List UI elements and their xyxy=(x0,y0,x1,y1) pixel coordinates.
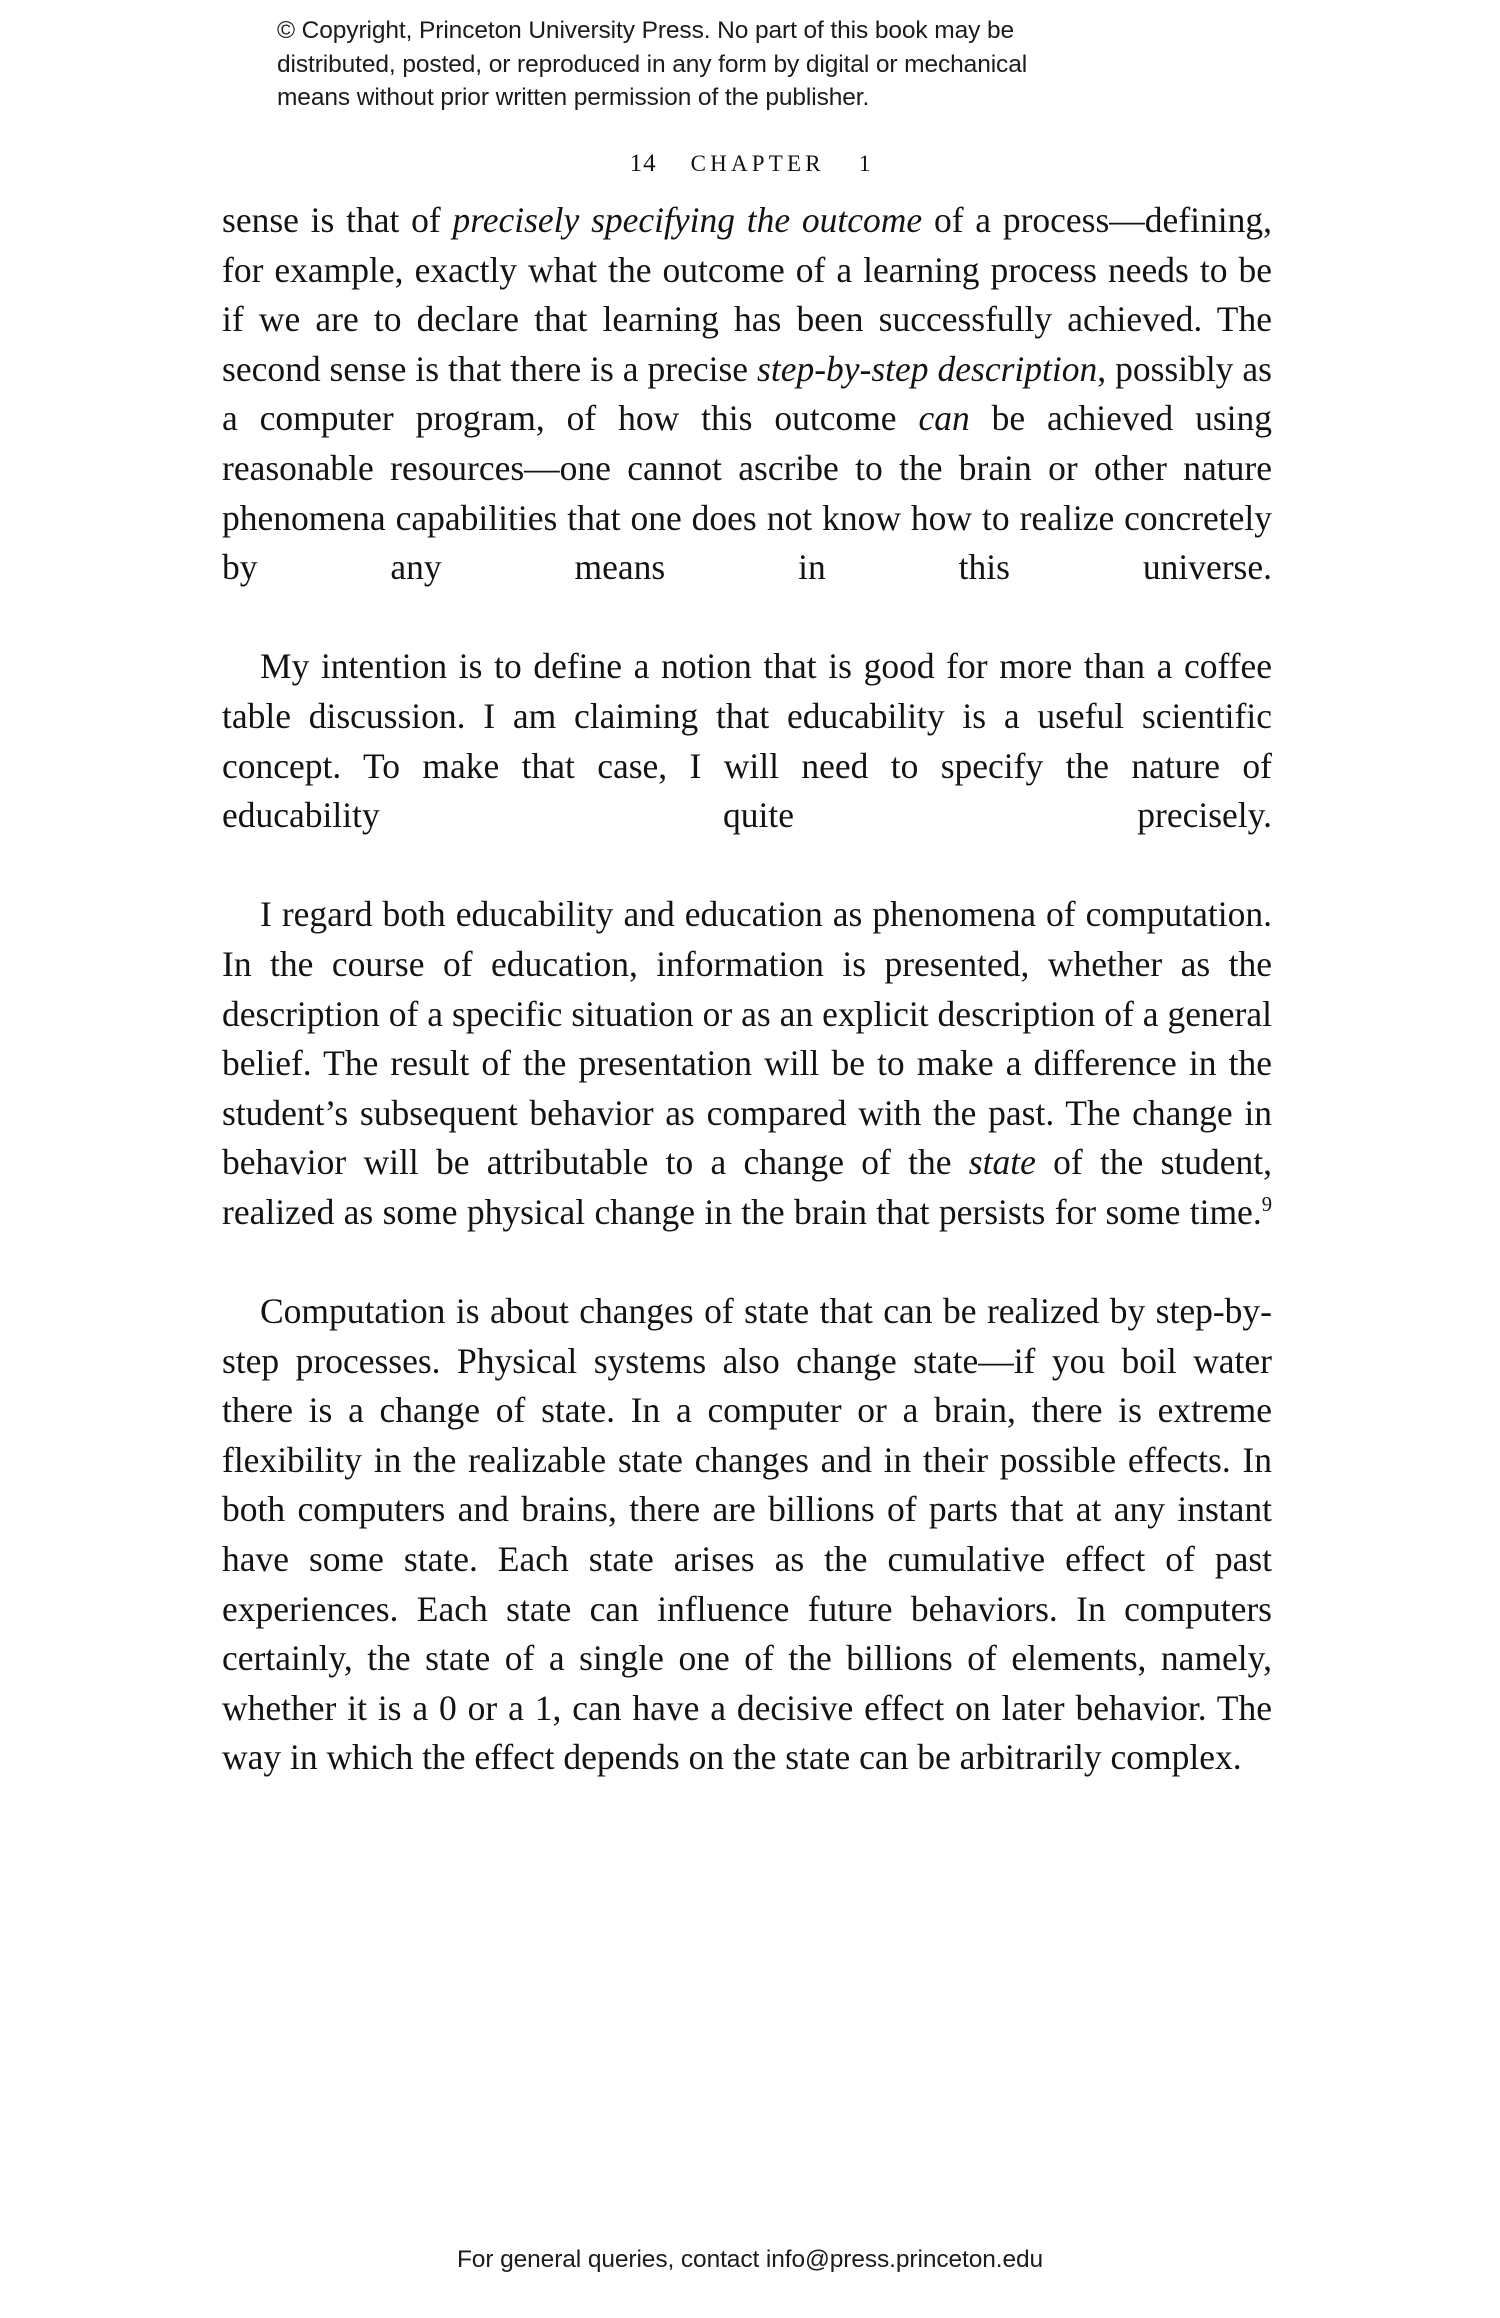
text-run: be achieved using reasonable resources—one cannot ascribe to the brain or other nature phenomena capabilities that one does not know how to realize concretely by any means in this universe. xyxy=(222,398,1272,588)
emphasis-text: can xyxy=(918,398,970,439)
running-head-title: CHAPTER xyxy=(690,151,825,176)
paragraph-my-intention xyxy=(222,642,1272,890)
footnote-reference: 9 xyxy=(1261,1194,1272,1217)
text-run: I regard both educability and education as phenomena of computation. In the course of education, information is presented, whether as the description of a specific situation or as an explicit description of a general belief. The result of the presentation will be to make a difference in the student’s subsequent behavior as compared with the past. The change in behavior will be attributable to a change of the xyxy=(222,894,1272,1183)
emphasis-text: step-by-step description xyxy=(757,348,1098,389)
emphasis-text: precisely specifying the outcome xyxy=(452,200,923,240)
running-head-chapter-number: 1 xyxy=(858,151,871,176)
page-number: 14 xyxy=(629,150,657,177)
text-run: sense is that of xyxy=(222,200,453,240)
copyright-notice xyxy=(277,14,1237,115)
text-run: , possibly as a computer program, of how this outcome xyxy=(222,348,1272,439)
text-run: Computation is about changes of state that can be realized by step-by-step processes. Physical systems also change state—if you boil water there is a change of state. In a computer or a brain, there is extreme flexibility in the realizable state changes and in their possible effects. In both computers and brains, there are billions of parts that at any instant have some state. Each state arises as the cumulative effect of past experiences. Each state can influence future behaviors. In computers certainly, the state of a single one of the billions of elements, namely, whether it is a 0 or a 1, can have a decisive effect on later behavior. The way in which the effect depends on the state can be arbitrarily complex. xyxy=(222,1291,1272,1778)
paragraph-computation xyxy=(222,1287,1272,1783)
paragraph-i-regard xyxy=(222,890,1272,1287)
copyright-notice-line: © Copyright, Princeton University Press. No part of this book may be xyxy=(277,17,1015,44)
emphasis-text: state xyxy=(968,1142,1036,1183)
copyright-notice-line: means without prior written permission of the publisher. xyxy=(277,84,870,111)
body-text xyxy=(222,196,1272,1783)
text-run: of a process—defining, for example, exactly what the outcome of a learning process needs to be if we are to declare that learning has been successfully achieved. The second sense is that there is a precise xyxy=(222,200,1272,389)
running-head xyxy=(0,150,1500,178)
text-run: of the student, realized as some physical change in the brain that persists for some time. xyxy=(222,1142,1272,1232)
copyright-notice-line: distributed, posted, or reproduced in any form by digital or mechanical xyxy=(277,50,1028,78)
page-footer-text: For general queries, contact info@press.princeton.edu xyxy=(456,2246,1044,2273)
text-run: My intention is to define a notion that is good for more than a coffee table discussion. I am claiming that educability is a useful scientific concept. To make that case, I will need to specify the nature of educability quite precisely. xyxy=(222,646,1272,836)
page-footer xyxy=(0,2246,1500,2274)
paragraph-continued-sense xyxy=(222,196,1272,642)
